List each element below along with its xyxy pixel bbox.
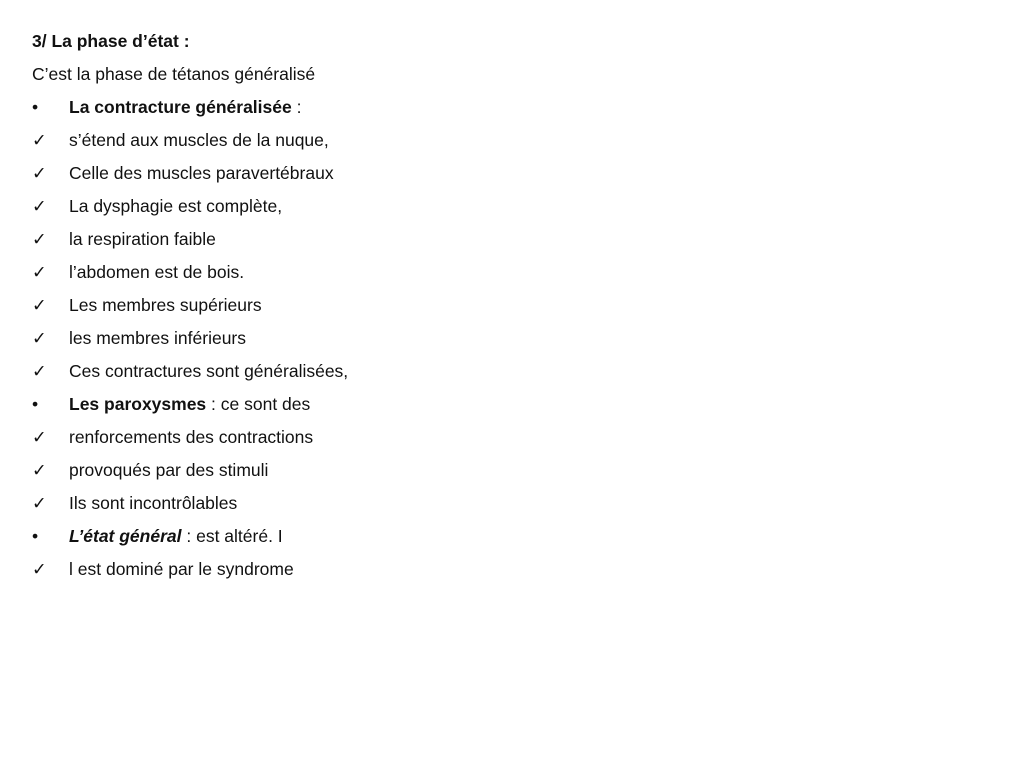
list-item-text: l’abdomen est de bois. [69, 262, 245, 282]
list-item [32, 292, 972, 319]
list-item [32, 424, 972, 451]
check-icon: ✓ [32, 559, 47, 579]
check-icon: ✓ [32, 493, 47, 513]
section-heading [69, 523, 972, 550]
list-item-text: Ils sont incontrôlables [69, 493, 238, 513]
slide-content [32, 28, 972, 589]
section-bullet [32, 523, 972, 550]
section-suffix: : ce sont des [206, 394, 311, 414]
section-label: Les paroxysmes [69, 394, 207, 414]
list-item-text: provoqués par des stimuli [69, 460, 269, 480]
list-item [32, 556, 972, 583]
list-item [32, 325, 972, 352]
intro-text: C’est la phase de tétanos généralisé [32, 64, 316, 84]
list-item [32, 160, 972, 187]
list-item-text: Ces contractures sont généralisées, [69, 361, 349, 381]
check-icon: ✓ [32, 427, 47, 447]
list-item-text: Celle des muscles paravertébraux [69, 163, 334, 183]
section-heading [69, 94, 972, 121]
list-item [32, 226, 972, 253]
check-icon: ✓ [32, 229, 47, 249]
check-icon: ✓ [32, 130, 47, 150]
bullet-icon: • [32, 526, 39, 546]
check-icon: ✓ [32, 460, 47, 480]
section-bullet [32, 391, 972, 418]
check-icon: ✓ [32, 196, 47, 216]
section-suffix: : est altéré. I [181, 526, 283, 546]
list-item-text: renforcements des contractions [69, 427, 314, 447]
list-item-text: s’étend aux muscles de la nuque, [69, 130, 329, 150]
list-item [32, 127, 972, 154]
check-icon: ✓ [32, 328, 47, 348]
section-label: La contracture généralisée [69, 97, 292, 117]
section-suffix: : [291, 97, 302, 117]
check-icon: ✓ [32, 163, 47, 183]
check-icon: ✓ [32, 262, 47, 282]
list-item [32, 193, 972, 220]
section-bullet [32, 94, 972, 121]
bullet-icon: • [32, 97, 39, 117]
check-icon: ✓ [32, 361, 47, 381]
list-item-text: La dysphagie est complète, [69, 196, 283, 216]
slide-title: 3/ La phase d’état : [32, 31, 190, 51]
list-item-text: les membres inférieurs [69, 328, 246, 348]
section-label: L’état général [69, 526, 182, 546]
list-item-text: la respiration faible [69, 229, 216, 249]
list-item [32, 358, 972, 385]
bullet-icon: • [32, 394, 39, 414]
list-item [32, 259, 972, 286]
section-heading [69, 391, 972, 418]
list-item [32, 490, 972, 517]
check-icon: ✓ [32, 295, 47, 315]
list-item [32, 457, 972, 484]
list-item-text: Les membres supérieurs [69, 295, 262, 315]
list-item-text: l est dominé par le syndrome [69, 559, 294, 579]
